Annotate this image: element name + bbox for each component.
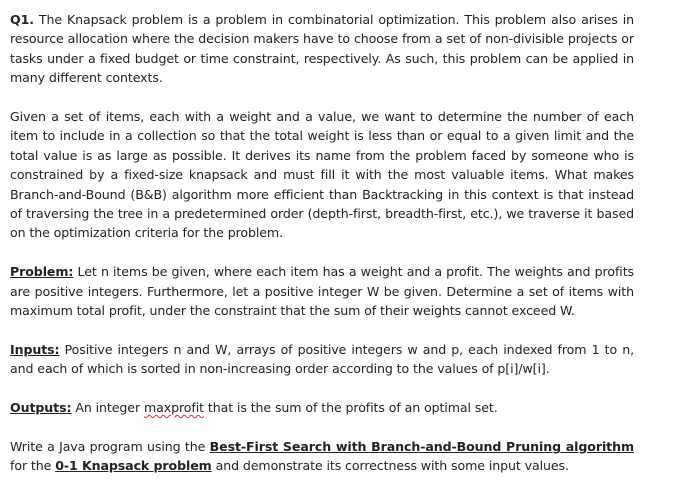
task-text-3: and demonstrate its correctness with some input values. <box>211 458 569 474</box>
task-algorithm-emphasis: Best-First Search with Branch-and-Bound Pruning algorithm <box>209 438 634 454</box>
q1-text: The Knapsack problem is a problem in combinatorial optimization. This problem also arises in resource allocation where the decision makers have to choose from a set of non-divisible projects or tasks under a fixed budget or time constraint, respectively. As such, this problem can be applied in many different contexts. <box>10 12 634 86</box>
task-text-2: for the <box>10 458 56 474</box>
inputs-label: Inputs: <box>10 341 60 357</box>
q1-paragraph <box>10 10 634 88</box>
document-body <box>10 10 634 495</box>
inputs-paragraph <box>10 340 634 379</box>
outputs-text-after: that is the sum of the profits of an optimal set. <box>203 400 498 416</box>
task-paragraph <box>10 437 634 476</box>
outputs-label: Outputs: <box>10 400 72 416</box>
task-text-1: Write a Java program using the <box>10 438 210 454</box>
inputs-text: Positive integers n and W, arrays of positive integers w and p, each indexed from 1 to n, and each of which is sorted in non-increasing order according to the values of p[i]/w[i]. <box>10 341 634 377</box>
intro-paragraph <box>10 107 634 243</box>
problem-text: Let n items be given, where each item has a weight and a profit. The weights and profits are positive integers. Furthermore, let a positive integer W be given. Determine a set of items with maximum total profit, under the constraint that the sum of their weights cannot exceed W. <box>10 264 634 319</box>
outputs-text-before: An integer <box>71 400 144 416</box>
problem-label: Problem: <box>10 264 74 280</box>
task-problem-emphasis: 0-1 Knapsack problem <box>55 458 212 474</box>
intro-text: Given a set of items, each with a weight and a value, we want to determine the number of each item to include in a collection so that the total weight is less than or equal to a given limit and the total value is as large as possible. It derives its name from the problem faced by someone who is constrained by a fixed-size knapsack and must fill it with the most valuable items. What makes Branch-and-Bound (B&B) algorithm more efficient than Backtracking in this context is that instead of traversing the tree in a predetermined order (depth-first, breadth-first, etc.), we traverse it based on the optimization criteria for the problem. <box>10 109 634 241</box>
q1-label: Q1. <box>10 12 34 27</box>
outputs-paragraph <box>10 398 634 417</box>
problem-paragraph <box>10 262 634 320</box>
maxprofit-keyword: maxprofit <box>143 400 204 416</box>
